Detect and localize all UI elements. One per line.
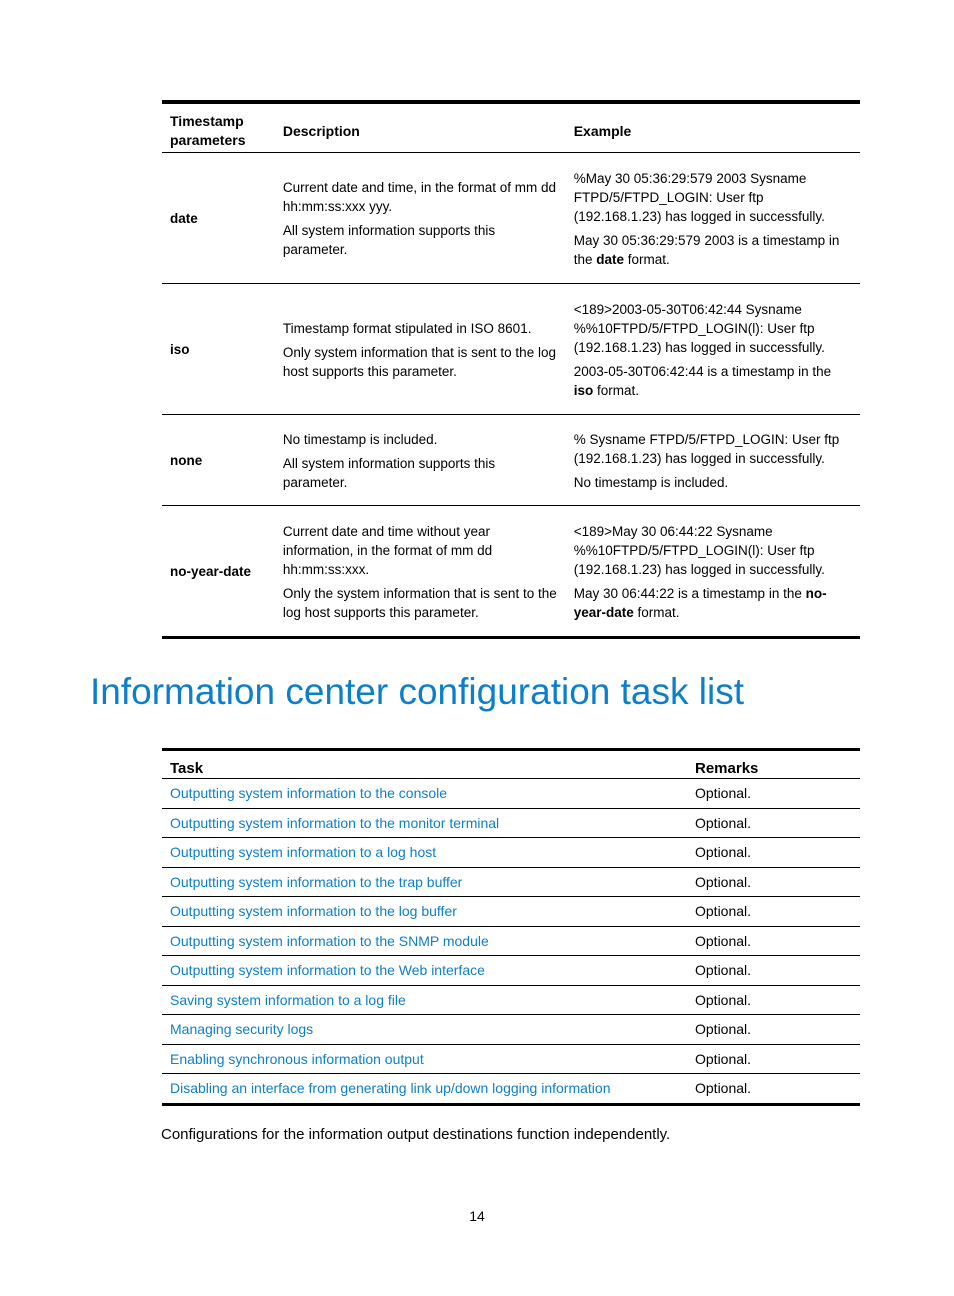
task-link-security-logs[interactable]: Managing security logs (170, 1021, 314, 1038)
column-header-description: Description (275, 102, 566, 153)
example-cell (566, 506, 860, 638)
body-paragraph: Configurations for the information output destinations function independently. (161, 1126, 671, 1143)
table-row (162, 897, 860, 927)
description-cell (275, 506, 566, 638)
task-link-log-host[interactable]: Outputting system information to a log host (170, 844, 437, 861)
column-header-example: Example (566, 102, 860, 153)
description-cell (275, 284, 566, 415)
remarks-cell: Optional. (687, 867, 860, 897)
table-row (162, 779, 860, 809)
example-log: %May 30 05:36:29:579 2003 Sysname FTPD/5/FTPD_LOGIN: User ftp (192.168.1.23) has logged in successfully. (573, 170, 825, 224)
param-cell: none (162, 415, 275, 506)
example-log: <189>2003-05-30T06:42:44 Sysname %%10FTPD/5/FTPD_LOGIN(l): User ftp (192.168.1.23) has logged in successfully. (573, 301, 825, 355)
table-row (162, 985, 860, 1015)
column-header-timestamp-parameters: Timestamp parameters (162, 102, 275, 153)
table-row (162, 506, 860, 638)
remarks-cell: Optional. (695, 1080, 752, 1097)
description-text: Only system information that is sent to the log host supports this parameter. (282, 344, 556, 379)
description-text: Current date and time without year information, in the format of mm dd hh:mm:ss:xxx. (282, 523, 493, 577)
param-cell: iso (162, 284, 275, 415)
task-link-link-up-down-logging[interactable]: Disabling an interface from generating link up/down logging information (170, 1080, 611, 1097)
example-note: May 30 06:44:22 is a timestamp in the no-year-date format. (573, 585, 827, 620)
table-header-row (162, 750, 860, 779)
remarks-cell: Optional. (687, 926, 860, 956)
example-log: % Sysname FTPD/5/FTPD_LOGIN: User ftp (192.168.1.23) has logged in successfully. (573, 431, 840, 466)
remarks-cell: Optional. (687, 956, 860, 986)
example-cell (566, 415, 860, 506)
table-row (162, 808, 860, 838)
remarks-cell: Optional. (687, 1044, 860, 1074)
remarks-cell: Optional. (687, 897, 860, 927)
page-number: 14 (469, 1208, 485, 1224)
task-link-console[interactable]: Outputting system information to the console (170, 785, 448, 802)
example-note: No timestamp is included. (573, 474, 729, 490)
table-row (162, 1074, 860, 1105)
task-link-snmp-module[interactable]: Outputting system information to the SNMP module (170, 932, 489, 949)
example-cell (566, 284, 860, 415)
remarks-cell: Optional. (687, 779, 860, 809)
table-row (162, 1015, 860, 1045)
task-link-log-file[interactable]: Saving system information to a log file (170, 991, 406, 1008)
column-header-remarks: Remarks (687, 750, 860, 779)
table-row (162, 838, 860, 868)
description-cell (275, 153, 566, 284)
task-link-monitor-terminal[interactable]: Outputting system information to the monitor terminal (170, 814, 500, 831)
task-link-log-buffer[interactable]: Outputting system information to the log buffer (170, 903, 457, 920)
task-list-table (162, 748, 860, 1106)
description-text: All system information supports this parameter. (282, 455, 496, 490)
description-text: All system information supports this parameter. (282, 223, 496, 257)
description-cell (275, 415, 566, 506)
description-text: Current date and time, in the format of mm dd hh:mm:ss:xxx yyy. (282, 180, 556, 214)
task-link-synchronous-output[interactable]: Enabling synchronous information output (170, 1050, 424, 1067)
task-link-trap-buffer[interactable]: Outputting system information to the trap buffer (170, 873, 463, 890)
description-text: Timestamp format stipulated in ISO 8601. (282, 320, 532, 336)
table-row (162, 284, 860, 415)
description-text: No timestamp is included. (282, 431, 438, 447)
example-log: <189>May 30 06:44:22 Sysname %%10FTPD/5/FTPD_LOGIN(l): User ftp (192.168.1.23) has logged in successfully. (573, 523, 825, 577)
table-row (162, 153, 860, 284)
table-row (162, 956, 860, 986)
task-link-web-interface[interactable]: Outputting system information to the Web interface (170, 962, 485, 979)
example-note: May 30 05:36:29:579 2003 is a timestamp in the date format. (573, 232, 840, 267)
table-row (162, 926, 860, 956)
example-note: 2003-05-30T06:42:44 is a timestamp in the iso format. (573, 363, 832, 398)
example-cell (566, 153, 860, 284)
section-title: Information center configuration task list (90, 671, 744, 712)
remarks-cell: Optional. (687, 985, 860, 1015)
table-header-row (162, 102, 860, 153)
param-cell: no-year-date (170, 564, 252, 579)
param-cell: date (162, 153, 275, 284)
table-row (162, 867, 860, 897)
description-text: Only the system information that is sent to the log host supports this parameter. (282, 585, 557, 620)
timestamp-parameters-table (162, 100, 860, 639)
table-row (162, 415, 860, 506)
remarks-cell: Optional. (687, 808, 860, 838)
table-row (162, 1044, 860, 1074)
remarks-cell: Optional. (687, 838, 860, 868)
remarks-cell: Optional. (687, 1015, 860, 1045)
column-header-task: Task (162, 750, 687, 779)
